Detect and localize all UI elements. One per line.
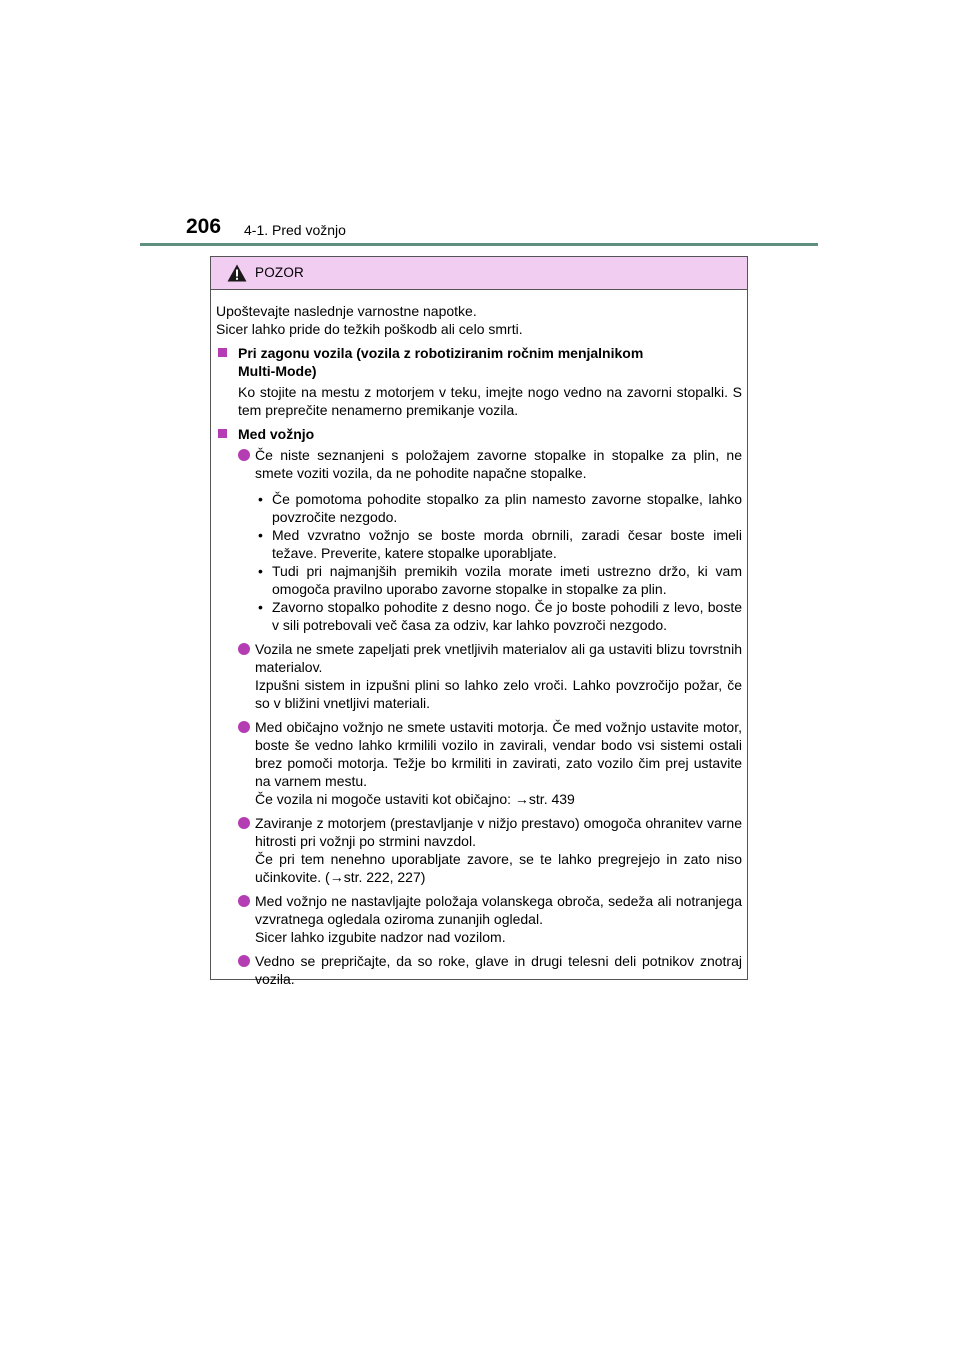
sub-bullet-item: • Zavorno stopalko pohodite z desno nogo. Če jo boste pohodili z levo, boste v sili potrebovali več časa za odziv, kar lahko povzroči nezgodo. (258, 598, 742, 634)
warning-header (211, 257, 747, 290)
arrow-right-icon: → (329, 869, 344, 885)
sub-bullet-item: • Tudi pri najmanjših premikih vozila morate imeti ustrezno držo, ki vam omogoča pravilno uporabo zavorne stopalke in stopalke za plin. (258, 562, 742, 598)
list-item (238, 446, 742, 634)
list-item-text-2: Izpušni sistem in izpušni plini so lahko zelo vroči. Lahko povzročijo požar, če so v bližini vnetljivi materiali. (255, 677, 742, 711)
circle-bullet-icon (238, 449, 250, 461)
warning-box (210, 256, 748, 987)
section-engine-start (216, 344, 742, 419)
list-item (238, 952, 742, 988)
warning-body (211, 290, 747, 988)
warning-intro-line-1: Upoštevajte naslednje varnostne napotke. (216, 303, 477, 319)
square-bullet-icon (218, 427, 229, 438)
list-item-text: Zaviranje z motorjem (prestavljanje v nižjo prestavo) omogoča ohranitev varne hitrosti pri vožnji po strmini navzdol. (255, 815, 742, 849)
reference-prefix: Če pri tem nenehno uporabljate zavore, se te lahko pregrejejo in zato niso učinkovite. ( (255, 851, 742, 885)
list-item-text: Vozila ne smete zapeljati prek vnetljivih materialov ali ga ustaviti blizu tovrstnih materialov. (255, 641, 742, 675)
section-title: 4-1. Pred vožnjo (244, 222, 346, 238)
list-item (238, 640, 742, 712)
list-item (238, 814, 742, 886)
list-item (238, 718, 742, 808)
page-reference[interactable] (515, 791, 575, 807)
list-item-text: Vedno se prepričajte, da so roke, glave in drugi telesni deli potnikov znotraj vozila. (255, 953, 742, 987)
section-title-line-2: Multi-Mode) (238, 363, 317, 379)
arrow-right-icon: → (514, 791, 529, 807)
circle-bullet-icon (238, 721, 250, 733)
circle-bullet-icon (238, 895, 250, 907)
section-title-engine-start (238, 344, 742, 380)
warning-intro-line-2: Sicer lahko pride do težkih poškodb ali celo smrti. (216, 321, 523, 337)
list-item (238, 892, 742, 946)
section-driving (216, 425, 742, 988)
list-item-text-2: Sicer lahko izgubite nadzor nad vozilom. (255, 929, 506, 945)
square-bullet-icon (218, 346, 229, 357)
list-item-text-2 (255, 850, 742, 886)
section-title-line-1: Pri zagonu vozila (vozila z robotiziranim ročnim menjalnikom (238, 345, 644, 361)
sub-bullet-item: • Če pomotoma pohodite stopalko za plin namesto zavorne stopalke, lahko povzročite nezgodo. (258, 490, 742, 526)
list-item-text: Med običajno vožnjo ne smete ustaviti motorja. Če med vožnjo ustavite motor, boste še vedno lahko krmilili vozilo in zavirali, vendar bodo vsi sistemi ostali brez pomoči motorja. Težje bo krmiliti in zavirati, zato vozilo čim prej ustavite na varnem mestu. (255, 719, 742, 789)
list-item-text-2 (255, 790, 742, 808)
section-title-driving: Med vožnjo (238, 426, 315, 442)
page-reference-text: str. 222, 227) (343, 869, 426, 885)
circle-bullet-icon (238, 817, 250, 829)
warning-triangle-icon (227, 264, 247, 282)
header-rule (140, 243, 818, 246)
list-item-text: Če niste seznanjeni s položajem zavorne stopalke in stopalke za plin, ne smete voziti vozila, da ne pohodite napačne stopalke. (255, 447, 742, 481)
circle-bullet-icon (238, 643, 250, 655)
warning-title: POZOR (255, 265, 305, 280)
page-reference[interactable] (330, 869, 426, 885)
circle-bullet-icon (238, 955, 250, 967)
page-number: 206 (186, 215, 222, 238)
sub-bullet-item: • Med vzvratno vožnjo se boste morda obrnili, zaradi česar boste imeli težave. Preverite, katere stopalke uporabljate. (258, 526, 742, 562)
sub-bullet-list (255, 490, 742, 634)
list-item-text: Med vožnjo ne nastavljajte položaja volanskega obroča, sedeža ali notranjega vzvratnega ogledala oziroma zunanjih ogledal. (255, 893, 742, 927)
reference-prefix: Če vozila ni mogoče ustaviti kot običajno: (255, 791, 515, 807)
page-reference-text: str. 439 (528, 791, 575, 807)
section-text-engine-start: Ko stojite na mestu z motorjem v teku, imejte nogo vedno na zavorni stopalki. S tem preprečite nenamerno premikanje vozila. (238, 384, 742, 418)
